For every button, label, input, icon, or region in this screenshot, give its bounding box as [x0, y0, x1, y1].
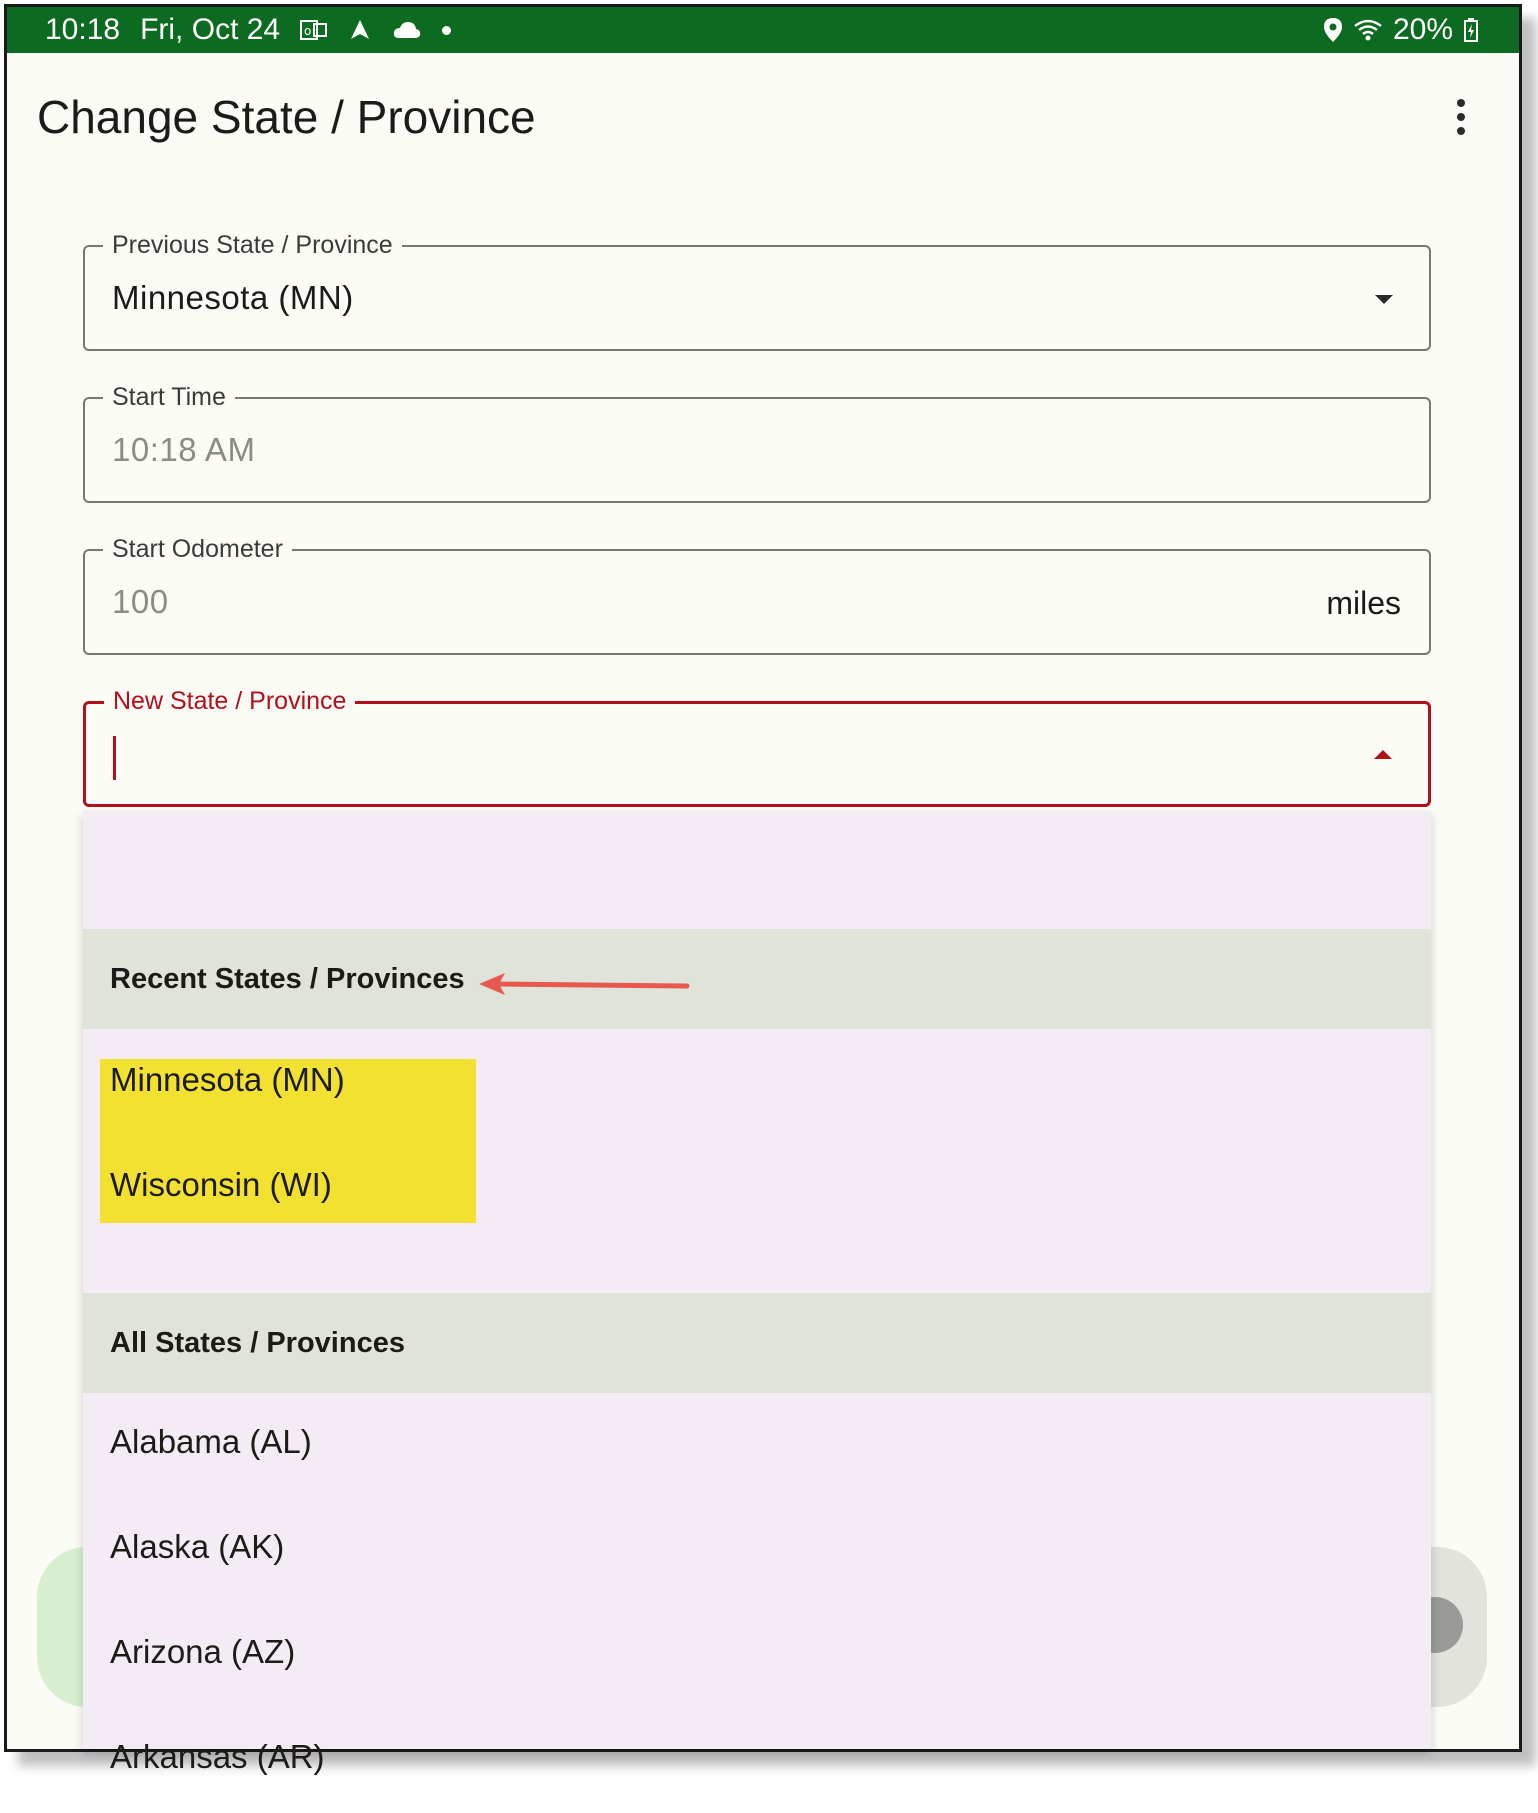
chevron-up-icon[interactable]: [1374, 750, 1392, 759]
start-time-field[interactable]: [83, 383, 1431, 503]
annotation-arrow-icon: [475, 965, 695, 1005]
device-screen: [4, 4, 1522, 1775]
wifi-icon: [1353, 18, 1383, 42]
outlook-icon: [300, 18, 328, 42]
list-item-label: Minnesota (MN): [110, 1061, 345, 1098]
status-time: 10:18: [45, 13, 121, 46]
previous-state-value: Minnesota (MN): [112, 279, 354, 316]
list-item-label: Alaska (AK): [110, 1528, 285, 1565]
list-item-az[interactable]: [83, 1603, 1431, 1708]
text-cursor: [113, 736, 116, 780]
dropdown-empty-space: [83, 811, 1431, 929]
notification-dot-icon: [442, 26, 451, 35]
location-icon: [1323, 17, 1343, 43]
odometer-unit-suffix: miles: [1326, 585, 1401, 621]
list-item-recent-mn[interactable]: [83, 1061, 1431, 1166]
battery-charging-icon: [1463, 17, 1479, 43]
start-odometer-value: 100: [112, 583, 169, 620]
battery-level: 20%: [1392, 13, 1453, 46]
previous-state-label: Previous State / Province: [103, 229, 402, 261]
list-item-label: Wisconsin (WI): [110, 1166, 332, 1203]
recent-section-title: Recent States / Provinces: [110, 963, 465, 995]
list-item-label: Arizona (AZ): [110, 1633, 296, 1670]
list-item-ar[interactable]: [83, 1708, 1431, 1813]
recent-list: [83, 1029, 1431, 1293]
all-section-header: [83, 1293, 1431, 1393]
list-item-ak[interactable]: [83, 1498, 1431, 1603]
state-dropdown-menu: [83, 811, 1431, 1775]
list-item-label: Alabama (AL): [110, 1423, 312, 1460]
more-vert-icon[interactable]: [1453, 99, 1469, 135]
start-odometer-label: Start Odometer: [103, 533, 292, 565]
status-date: Fri, Oct 24: [140, 13, 281, 46]
svg-text:o: o: [304, 24, 312, 38]
start-time-value: 10:18 AM: [112, 431, 256, 468]
previous-state-dropdown[interactable]: [83, 231, 1431, 351]
all-section-title: All States / Provinces: [110, 1327, 405, 1359]
new-state-label: New State / Province: [104, 685, 355, 717]
status-bar: [7, 7, 1519, 53]
start-odometer-field[interactable]: [83, 535, 1431, 655]
list-item-label: Arkansas (AR): [110, 1738, 325, 1775]
start-time-label: Start Time: [103, 381, 235, 413]
navigation-icon: [348, 18, 372, 42]
new-state-input[interactable]: [83, 687, 1431, 807]
recent-section-header: [83, 929, 1431, 1029]
chevron-down-icon: [1375, 295, 1393, 304]
page-title: Change State / Province: [37, 91, 536, 143]
list-item-al[interactable]: [83, 1393, 1431, 1498]
cloud-icon: [392, 19, 422, 41]
list-item-recent-wi[interactable]: [83, 1166, 1431, 1271]
